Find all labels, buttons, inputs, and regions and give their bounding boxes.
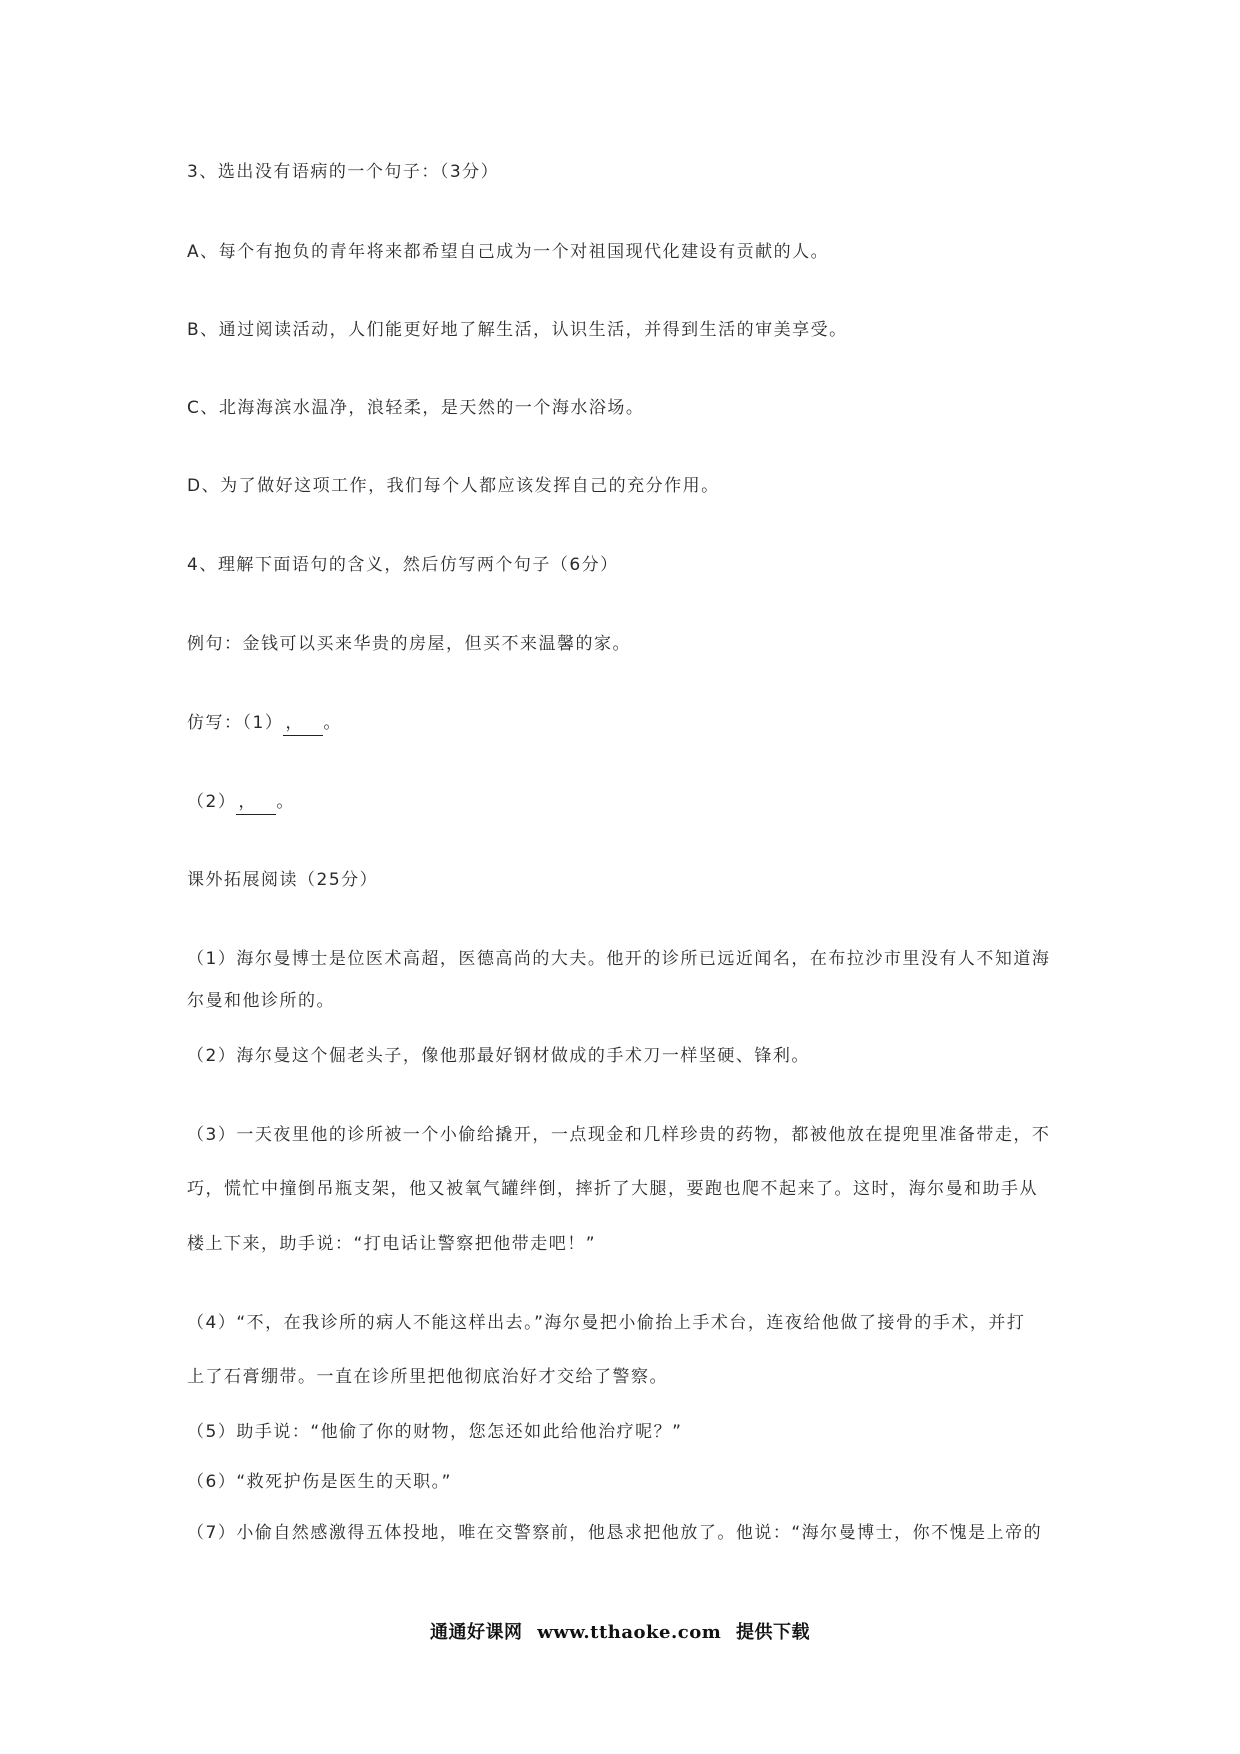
reading-paragraph-line: （4）“不，在我诊所的病人不能这样出去。”海尔曼把小偷抬上手术台，连夜给他做了接骨的手术，并打 (187, 1313, 1026, 1333)
footer-url-link[interactable]: www.tthaoke.com (537, 1622, 722, 1643)
reading-paragraph-line: （1）海尔曼博士是位医术高超，医德高尚的大夫。他开的诊所已远近闻名，在布拉沙市里没有人不知道海 (187, 949, 1051, 969)
reading-paragraph-line: 上了石膏绷带。一直在诊所里把他彻底治好才交给了警察。 (187, 1367, 668, 1387)
reading-paragraph-line: 巧，慌忙中撞倒吊瓶支架，他又被氧气罐绊倒，摔折了大腿，要跑也爬不起来了。这时，海尔曼和助手从 (187, 1179, 1038, 1199)
question-4-example: 例句：金钱可以买来华贵的房屋，但买不来温馨的家。 (187, 634, 631, 654)
imitation-line-2 (187, 790, 295, 815)
reading-paragraph-line: （6）“救死护伤是医生的天职。” (187, 1472, 452, 1492)
question-4-title: 4、理解下面语句的含义，然后仿写两个句子（6分） (187, 555, 619, 575)
reading-paragraph-line: （2）海尔曼这个倔老头子，像他那最好钢材做成的手术刀一样坚硬、锋利。 (187, 1046, 810, 1066)
imitation-1-blank: ， (283, 711, 323, 736)
imitation-2-blank: ， (236, 790, 276, 815)
footer-site-name: 通通好课网 (429, 1622, 523, 1643)
imitation-line-1 (187, 711, 342, 736)
question-3-option-d: D、为了做好这项工作，我们每个人都应该发挥自己的充分作用。 (187, 476, 720, 496)
reading-paragraph-line: （3）一天夜里他的诊所被一个小偷给撬开，一点现金和几样珍贵的药物，都被他放在提兜里准备带走，不 (187, 1125, 1051, 1145)
question-3-option-b: B、通过阅读活动，人们能更好地了解生活，认识生活，并得到生活的审美享受。 (187, 320, 848, 340)
question-3-title: 3、选出没有语病的一个句子：（3分） (187, 162, 500, 182)
reading-paragraph-line: （7）小偷自然感激得五体投地，唯在交警察前，他恳求把他放了。他说：“海尔曼博士，你不愧是上帝的 (187, 1523, 1043, 1543)
imitation-1-prefix: 仿写：（1） (187, 713, 284, 733)
imitation-1-suffix: 。 (323, 713, 342, 733)
page-footer (0, 1618, 1240, 1644)
footer-download-note: 提供下载 (736, 1622, 811, 1643)
reading-paragraph-line: 楼上下来，助手说：“打电话让警察把他带走吧！” (187, 1234, 597, 1254)
reading-paragraph-line: （5）助手说：“他偷了你的财物，您怎还如此给他治疗呢？” (187, 1422, 683, 1442)
question-3-option-c: C、北海海滨水温净，浪轻柔，是天然的一个海水浴场。 (187, 398, 645, 418)
reading-paragraph-line: 尔曼和他诊所的。 (187, 991, 335, 1011)
imitation-2-suffix: 。 (276, 792, 295, 812)
imitation-2-prefix: （2） (187, 792, 237, 812)
reading-section-title: 课外拓展阅读（25分） (187, 870, 379, 890)
question-3-option-a: A、每个有抱负的青年将来都希望自己成为一个对祖国现代化建设有贡献的人。 (187, 242, 830, 262)
